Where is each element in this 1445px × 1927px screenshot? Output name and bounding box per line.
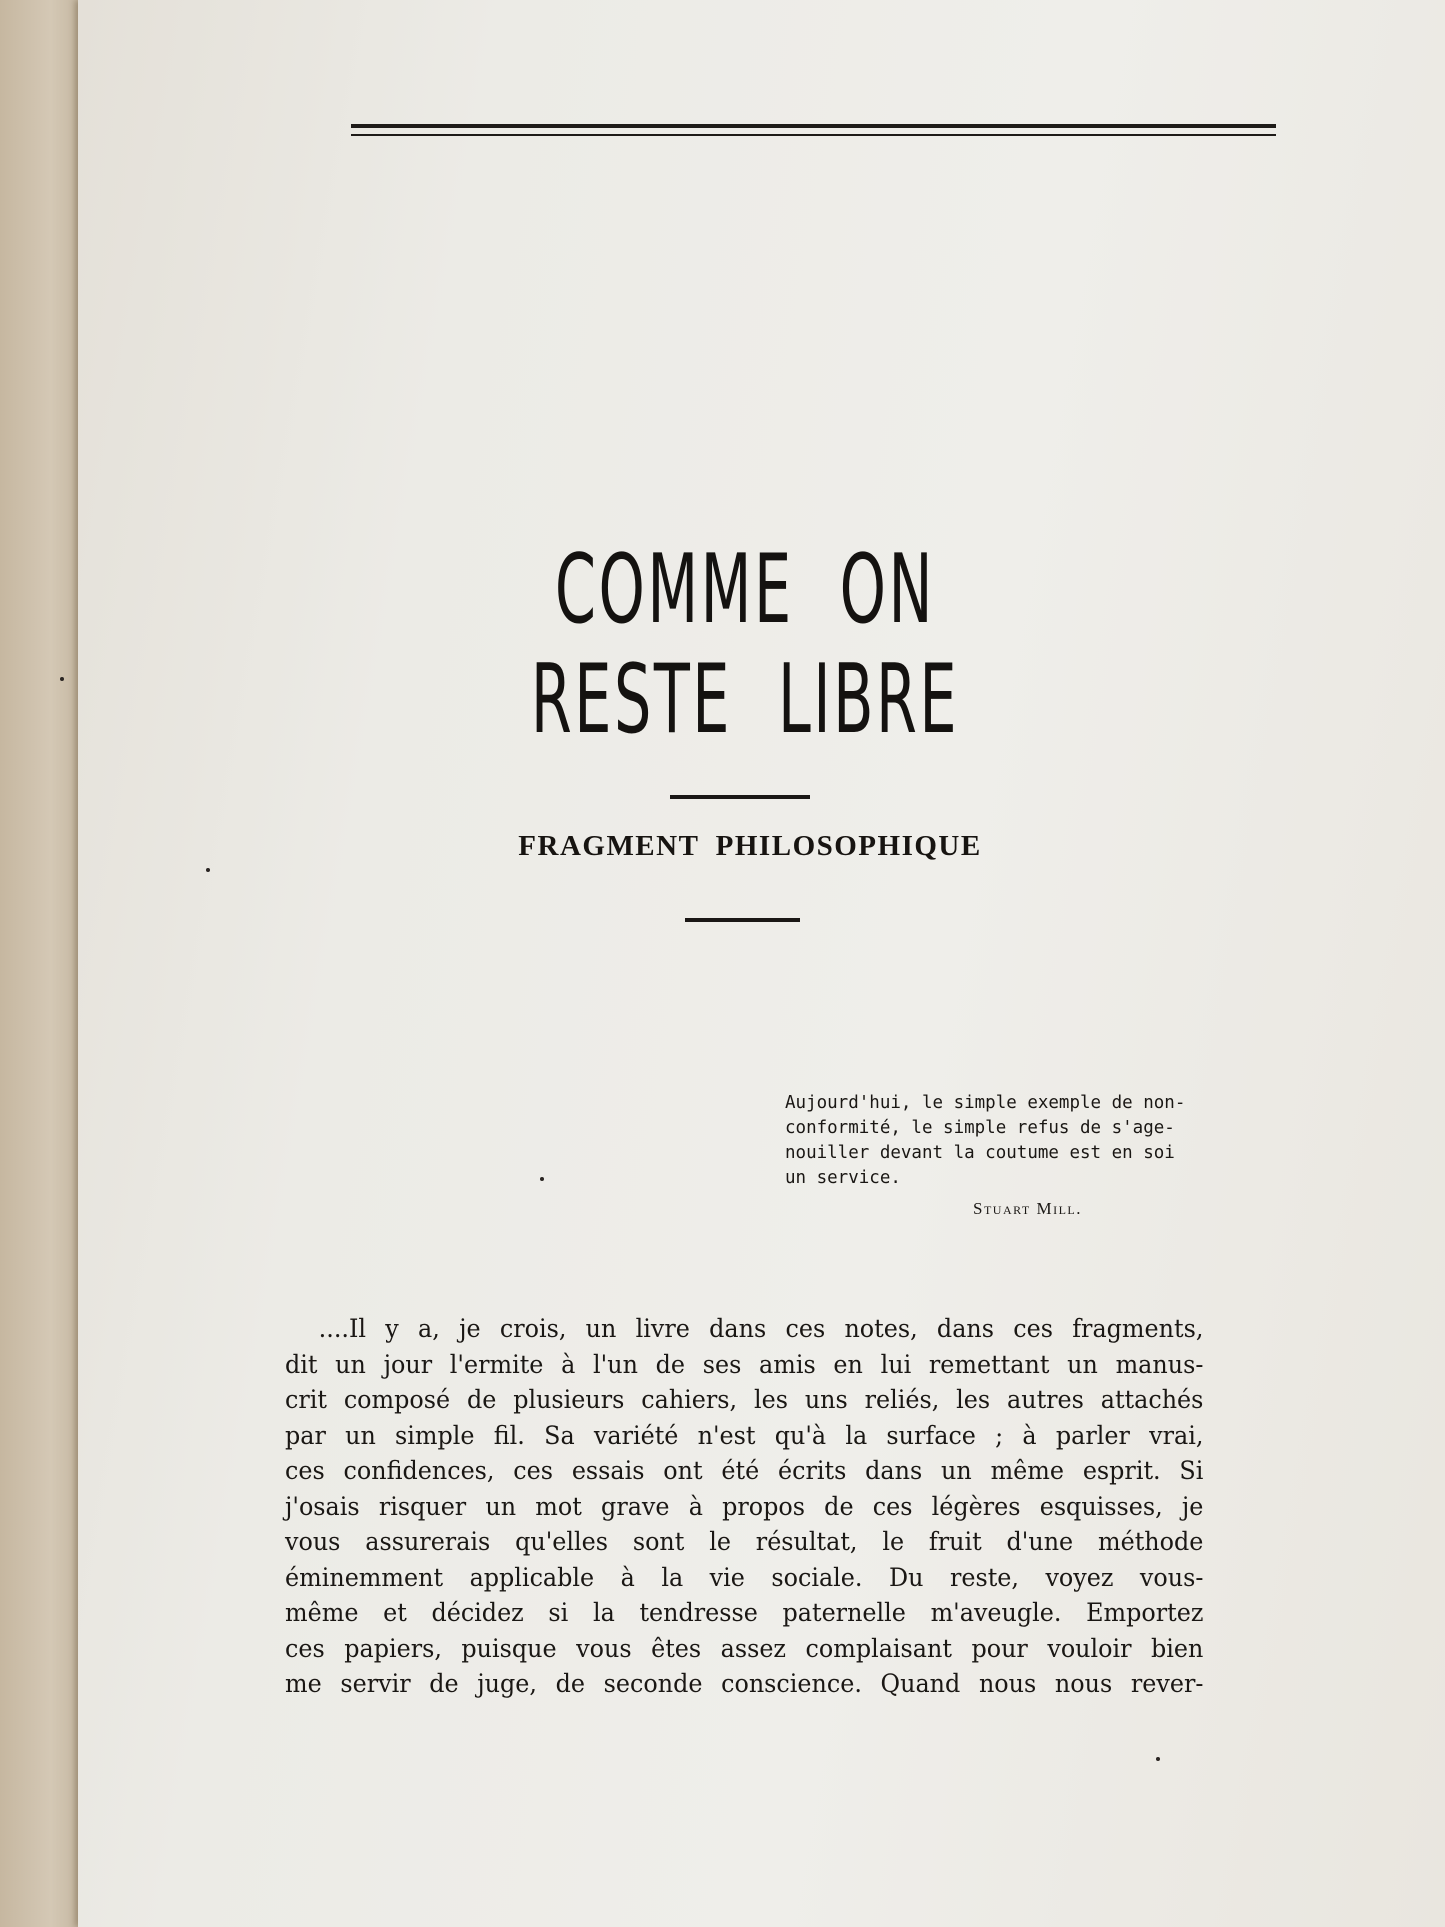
header-rule-thick: [351, 124, 1276, 128]
ink-speck: [540, 1177, 544, 1181]
body-paragraph: [285, 1312, 1203, 1703]
body-line: par un simple fil. Sa variété n'est qu'à la surface ; à parler vrai,: [285, 1420, 1204, 1451]
body-line: ....Il y a, je crois, un livre dans ces notes, dans ces fragments,: [318, 1314, 1204, 1344]
title-divider-bottom: [685, 918, 800, 922]
body-line: vous assurerais qu'elles sont le résultat, le fruit d'une méthode: [285, 1527, 1204, 1557]
header-rule-thin: [351, 134, 1276, 136]
epigraph-line: nouiller devant la coutume est en soi: [785, 1143, 1175, 1163]
body-line: dit un jour l'ermite à l'un de ses amis en lui remettant un manus-: [285, 1349, 1204, 1380]
body-line: ces papiers, puisque vous êtes assez complaisant pour vouloir bien: [285, 1633, 1204, 1664]
body-line: même et décidez si la tendresse paternelle m'aveugle. Emportez: [285, 1598, 1204, 1628]
body-line: j'osais risquer un mot grave à propos de ces légères esquisses, je: [285, 1491, 1204, 1522]
title-divider-top: [670, 795, 810, 799]
ink-speck: [1156, 1757, 1160, 1761]
body-line: me servir de juge, de seconde conscience. Quand nous nous rever-: [285, 1669, 1204, 1699]
epigraph-line: un service.: [785, 1168, 901, 1188]
ink-speck: [206, 868, 210, 872]
ink-speck: [60, 677, 64, 681]
epigraph-line: conformité, le simple refus de s'age-: [785, 1118, 1175, 1138]
article-subtitle: FRAGMENT PHILOSOPHIQUE: [518, 830, 982, 862]
body-line: crit composé de plusieurs cahiers, les uns reliés, les autres attachés: [285, 1385, 1204, 1415]
body-line: éminemment applicable à la vie sociale. Du reste, voyez vous-: [285, 1562, 1204, 1593]
body-line: ces confidences, ces essais ont été écrits dans un même esprit. Si: [285, 1456, 1204, 1486]
article-title: COMME ON RESTE LIBRE: [530, 535, 960, 755]
epigraph-line: Aujourd'hui, le simple exemple de non-: [785, 1093, 1186, 1113]
epigraph-quote: [785, 1091, 1195, 1191]
epigraph-author: Stuart Mill.: [973, 1199, 1083, 1218]
